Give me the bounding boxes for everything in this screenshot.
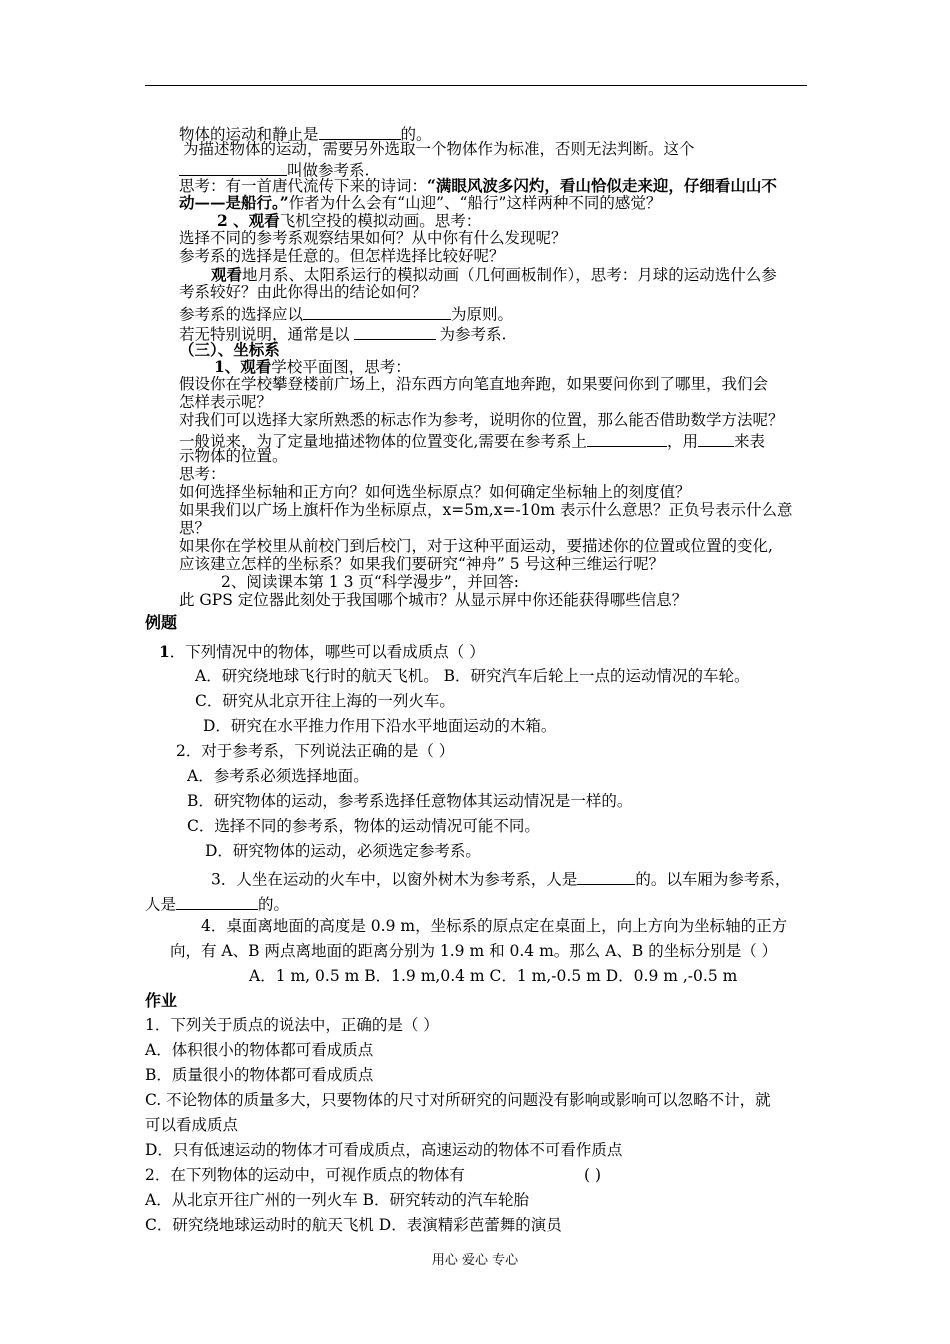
homework-q1-option-c-line-1: C. 不论物体的质量多大，只要物体的尺寸对所研究的问题没有影响或影响可以忽略不计，就 — [145, 1091, 771, 1109]
homework-q2-bracket: ( ) — [584, 1166, 602, 1184]
text: ，用 — [666, 432, 698, 451]
text: 2．在下列物体的运动中，可视作质点的物体有 — [145, 1166, 465, 1184]
page-footer: 用心 爱心 专心 — [431, 1253, 519, 1268]
text: 参考系的选择应以 — [179, 305, 304, 324]
example-q1 — [159, 643, 485, 662]
section-heading-coord: （三）、坐标系 — [179, 340, 280, 359]
example-q4-options: A．1 m, 0.5 m B．1.9 m,0.4 m C．1 m,-0.5 m D．0.9 m ,-0.5 m — [249, 967, 738, 985]
text: 的。 — [400, 125, 432, 144]
homework-q1-option-b: B．质量很小的物体都可看成质点 — [145, 1066, 374, 1084]
text: 为参考系. — [439, 325, 507, 344]
blank — [698, 430, 734, 447]
text: 来表 — [733, 432, 765, 451]
example-q2-option-a: A．参考系必须选择地面。 — [187, 767, 369, 785]
intro-line-10: 考系较好？由此你得出的结论如何？ — [179, 283, 428, 301]
intro-line-11 — [179, 303, 513, 324]
coord-line-8: 如何选择坐标轴和正方向？如何选坐标原点？如何确定坐标轴上的刻度值？ — [179, 483, 691, 501]
question-number: 1 — [159, 642, 170, 661]
text: 物体的运动和静止是 — [179, 125, 319, 144]
coord-line-3: 怎样表示呢？ — [179, 393, 273, 411]
text: 学校平面图，思考： — [271, 358, 411, 376]
coord-line-1 — [214, 358, 411, 377]
text: 的。以车厢为参考系， — [635, 870, 791, 889]
example-q1-option-d: D．研究在水平推力作用下沿水平地面运动的木箱。 — [203, 717, 557, 735]
coord-line-7: 思考： — [179, 465, 226, 483]
intro-line-9 — [211, 266, 777, 285]
text: 3．人坐在运动的火车中，以窗外树木为参考系，人是 — [211, 870, 578, 889]
example-q3-line-1 — [211, 868, 790, 889]
blank — [354, 323, 436, 340]
text: 一般说来，为了定量地描述物体的位置变化,需要在参考系上 — [179, 432, 587, 451]
example-q4-line-1: 4．桌面离地面的高度是 0.9 m，坐标系的原点定在桌面上，向上方向为坐标轴的正方 — [201, 917, 788, 935]
coord-line-13: 2、阅读课本第 1 3 页“科学漫步”，并回答: — [221, 573, 519, 591]
homework-q1-option-c-line-2: 可以看成质点 — [145, 1116, 239, 1134]
example-q2: 2．对于参考系，下列说法正确的是（ ） — [176, 742, 455, 760]
coord-line-6: 示物体的位置。 — [179, 447, 288, 465]
text: 观看 — [211, 265, 243, 284]
text: 若无特别说明，通常是以 — [179, 325, 350, 344]
poem-text: 动——是船行。” — [179, 193, 289, 212]
coord-line-14: 此 GPS 定位器此刻处于我国哪个城市？从显示屏中你还能获得哪些信息？ — [179, 591, 688, 609]
text: 飞机空投的模拟动画。思考： — [279, 212, 482, 230]
intro-line-7: 选择不同的参考系观察结果如何？从中你有什么发现呢？ — [179, 229, 567, 247]
blank — [587, 430, 667, 447]
coord-line-4: 对我们可以选择大家所熟悉的标志作为参考，说明你的位置，那么能否借助数学方法呢？ — [179, 411, 784, 429]
intro-line-6 — [217, 212, 481, 231]
blank — [319, 123, 401, 140]
text: 地月系、太阳系运行的模拟动画（几何画板制作），思考：月球的运动选什么参 — [242, 266, 777, 284]
text: 为原则。 — [451, 305, 514, 324]
text: 作者为什么会有“山迎”、“船行”这样两种不同的感觉？ — [288, 194, 662, 212]
section-heading-homework: 作业 — [145, 991, 178, 1010]
section-heading-examples: 例题 — [145, 613, 178, 632]
poem-text: “满眼风波多闪灼，看山恰似走来迎，仔细看山山不 — [427, 176, 777, 195]
text: 人是 — [145, 895, 177, 914]
blank — [577, 868, 635, 885]
intro-line-2: 为描述物体的运动，需要另外选取一个物体作为标准，否则无法判断。这个 — [183, 140, 695, 158]
example-q2-option-c: C．选择不同的参考系，物体的运动情况可能不同。 — [187, 817, 540, 835]
example-q4-line-2: 向，有 A、B 两点离地面的距离分别为 1.9 m 和 0.4 m。那么 A、B 的坐标分别是（ ） — [170, 942, 778, 960]
text: 2 、观看 — [217, 211, 280, 230]
text: 叫做参考系. — [287, 161, 370, 180]
coord-line-10: 思？ — [179, 519, 211, 537]
homework-q2-options-ab: A．从北京开往广州的一列火车 B．研究转动的汽车轮胎 — [145, 1191, 530, 1209]
blank — [303, 303, 451, 320]
text: 思考：有一首唐代流传下来的诗词： — [179, 177, 428, 195]
homework-q1-option-d: D．只有低速运动的物体才可看成质点，高速运动的物体不可看作质点 — [145, 1141, 623, 1159]
blank — [179, 159, 287, 176]
homework-q1: 1．下列关于质点的说法中，正确的是（ ） — [145, 1016, 439, 1034]
homework-q1-option-a: A．体积很小的物体都可看成质点 — [145, 1041, 374, 1059]
example-q2-option-b: B．研究物体的运动，参考系选择任意物体其运动情况是一样的。 — [187, 792, 633, 810]
blank — [176, 893, 258, 910]
coord-line-9: 如果我们以广场上旗杆作为坐标原点，x=5m,x=-10m 表示什么意思？正负号表示什么意 — [179, 501, 793, 519]
example-q3-line-2 — [145, 893, 289, 914]
coord-line-12: 应该建立怎样的坐标系？如果我们要研究“神舟” 5 号这种三维运行呢？ — [179, 555, 665, 573]
example-q1-options-ab: A．研究绕地球飞行时的航天飞机。 B．研究汽车后轮上一点的运动情况的车轮。 — [195, 667, 750, 685]
text: ．下列情况中的物体，哪些可以看成质点（ ） — [169, 643, 485, 661]
intro-line-5 — [179, 194, 661, 213]
example-q2-option-d: D．研究物体的运动，必须选定参考系。 — [205, 842, 481, 860]
text: 的。 — [258, 895, 290, 914]
coord-line-2: 假设你在学校攀登楼前广场上，沿东西方向笔直地奔跑，如果要问你到了哪里，我们会 — [179, 375, 769, 393]
intro-line-8: 参考系的选择是任意的。但怎样选择比较好呢？ — [179, 247, 505, 265]
text: 1、观看 — [214, 357, 272, 376]
homework-q2 — [145, 1167, 465, 1185]
coord-line-11: 如果你在学校里从前校门到后校门，对于这种平面运动，要描述你的位置或位置的变化, — [179, 537, 773, 555]
example-q1-option-c: C．研究从北京开往上海的一列火车。 — [195, 692, 455, 710]
homework-q2-options-cd: C．研究绕地球运动时的航天飞机 D．表演精彩芭蕾舞的演员 — [145, 1216, 562, 1234]
header-rule — [145, 85, 807, 86]
